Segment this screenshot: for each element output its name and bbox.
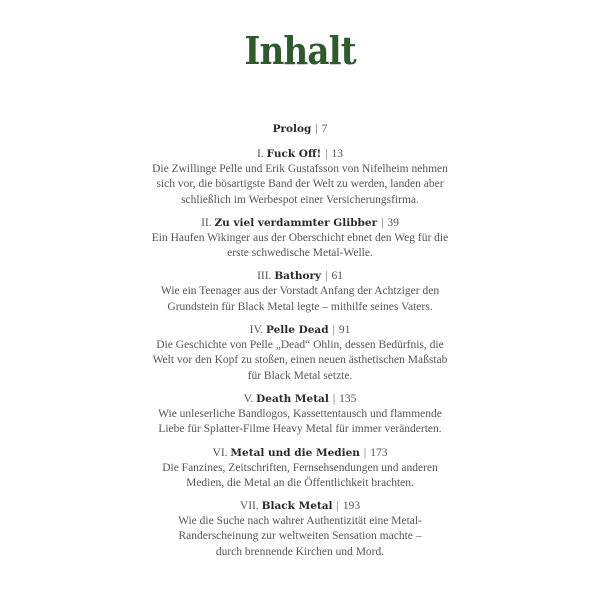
page-title: Inhalt bbox=[244, 28, 356, 73]
chapter-summary-line: Ein Haufen Wikinger aus der Oberschicht ebnet den Weg für die bbox=[151, 231, 449, 244]
page-number: 173 bbox=[370, 446, 388, 459]
chapter-title: Zu viel verdammter Glibber bbox=[214, 216, 378, 229]
toc-entry-prolog bbox=[0, 121, 600, 137]
chapter-number: III. bbox=[257, 270, 272, 283]
page-number: 39 bbox=[387, 216, 399, 229]
chapter-title: Metal und die Medien bbox=[230, 446, 360, 459]
separator: | bbox=[381, 216, 384, 229]
separator: | bbox=[336, 500, 339, 513]
toc-entry bbox=[0, 215, 600, 262]
chapter-summary-line: Die Geschichte von Pelle „Dead“ Ohlin, dessen Bedürfnis, die bbox=[156, 339, 444, 352]
chapter-summary-line: Wie unleserliche Bandlogos, Kassettentausch und flammende bbox=[158, 407, 442, 420]
toc-entry bbox=[0, 322, 600, 384]
chapter-summary-line: Die Fanzines, Zeitschriften, Fernsehsendungen und anderen bbox=[162, 461, 438, 474]
chapter-summary-line: Randerscheinung zur weltweiten Sensation machte – bbox=[178, 530, 422, 543]
chapter-list bbox=[0, 146, 600, 560]
page-number: 91 bbox=[338, 324, 351, 337]
separator: | bbox=[332, 392, 336, 405]
chapter-title: Death Metal bbox=[256, 392, 329, 405]
separator: | bbox=[315, 123, 318, 135]
entry-heading bbox=[0, 215, 600, 231]
chapter-number: II. bbox=[201, 216, 212, 229]
toc-entry bbox=[0, 146, 600, 208]
page-number: 13 bbox=[331, 148, 343, 160]
entry-heading bbox=[0, 391, 600, 407]
toc-entry bbox=[0, 391, 600, 438]
chapter-title: Bathory bbox=[274, 270, 322, 283]
entry-heading bbox=[0, 146, 600, 162]
chapter-summary-line: Grundstein für Black Metal legte – mithilfe seines Vaters. bbox=[167, 300, 433, 313]
chapter-summary-line: für Black Metal setzte. bbox=[247, 369, 353, 382]
chapter-summary-line: Liebe für Splatter-Filme Heavy Metal für immer veränderten. bbox=[158, 423, 442, 436]
chapter-summary-line: durch brennende Kirchen und Mord. bbox=[215, 545, 385, 558]
chapter-title: Fuck Off! bbox=[266, 148, 322, 160]
entry-heading bbox=[0, 445, 600, 461]
chapter-summary-line: Welt vor den Kopf zu stoßen, einen neuen ästhetischen Maßstab bbox=[152, 354, 448, 367]
entry-heading bbox=[0, 322, 600, 338]
chapter-title: Prolog bbox=[272, 123, 312, 135]
chapter-number: IV. bbox=[249, 324, 264, 337]
entry-heading bbox=[0, 268, 600, 284]
chapter-summary-line: sich vor, die bösartigste Band der Welt zu werden, landen aber bbox=[156, 178, 444, 191]
chapter-summary-line: erste schwedische Metal-Welle. bbox=[227, 247, 373, 260]
chapter-number: V. bbox=[243, 392, 254, 405]
chapter-summary-line: Wie ein Teenager aus der Vorstadt Anfang der Achtziger den bbox=[160, 285, 440, 298]
table-of-contents bbox=[0, 121, 600, 567]
chapter-number: VI. bbox=[212, 446, 228, 459]
separator: | bbox=[325, 148, 328, 160]
chapter-number: I. bbox=[256, 148, 264, 160]
separator: | bbox=[363, 446, 367, 459]
chapter-title: Black Metal bbox=[261, 500, 333, 513]
separator: | bbox=[325, 270, 328, 283]
page-number: 193 bbox=[342, 500, 361, 513]
page-number: 135 bbox=[339, 392, 357, 405]
toc-entry bbox=[0, 268, 600, 315]
chapter-summary-line: Medien, die Metal an die Öffentlichkeit brachten. bbox=[186, 476, 414, 489]
chapter-title: Pelle Dead bbox=[266, 324, 329, 337]
separator: | bbox=[332, 324, 335, 337]
entry-heading bbox=[0, 121, 600, 137]
page-number: 61 bbox=[331, 270, 343, 283]
chapter-number: VII. bbox=[239, 500, 259, 513]
chapter-summary-line: Wie die Suche nach wahrer Authentizität eine Metal- bbox=[178, 515, 422, 528]
toc-entry bbox=[0, 445, 600, 492]
chapter-summary-line: Die Zwillinge Pelle und Erik Gustafsson von Nifelheim nehmen bbox=[152, 163, 448, 175]
entry-heading bbox=[0, 498, 600, 514]
chapter-summary-line: schließlich im Werbespot einer Versicherungsfirma. bbox=[181, 193, 419, 206]
page-number: 7 bbox=[321, 123, 328, 135]
toc-entry bbox=[0, 498, 600, 560]
